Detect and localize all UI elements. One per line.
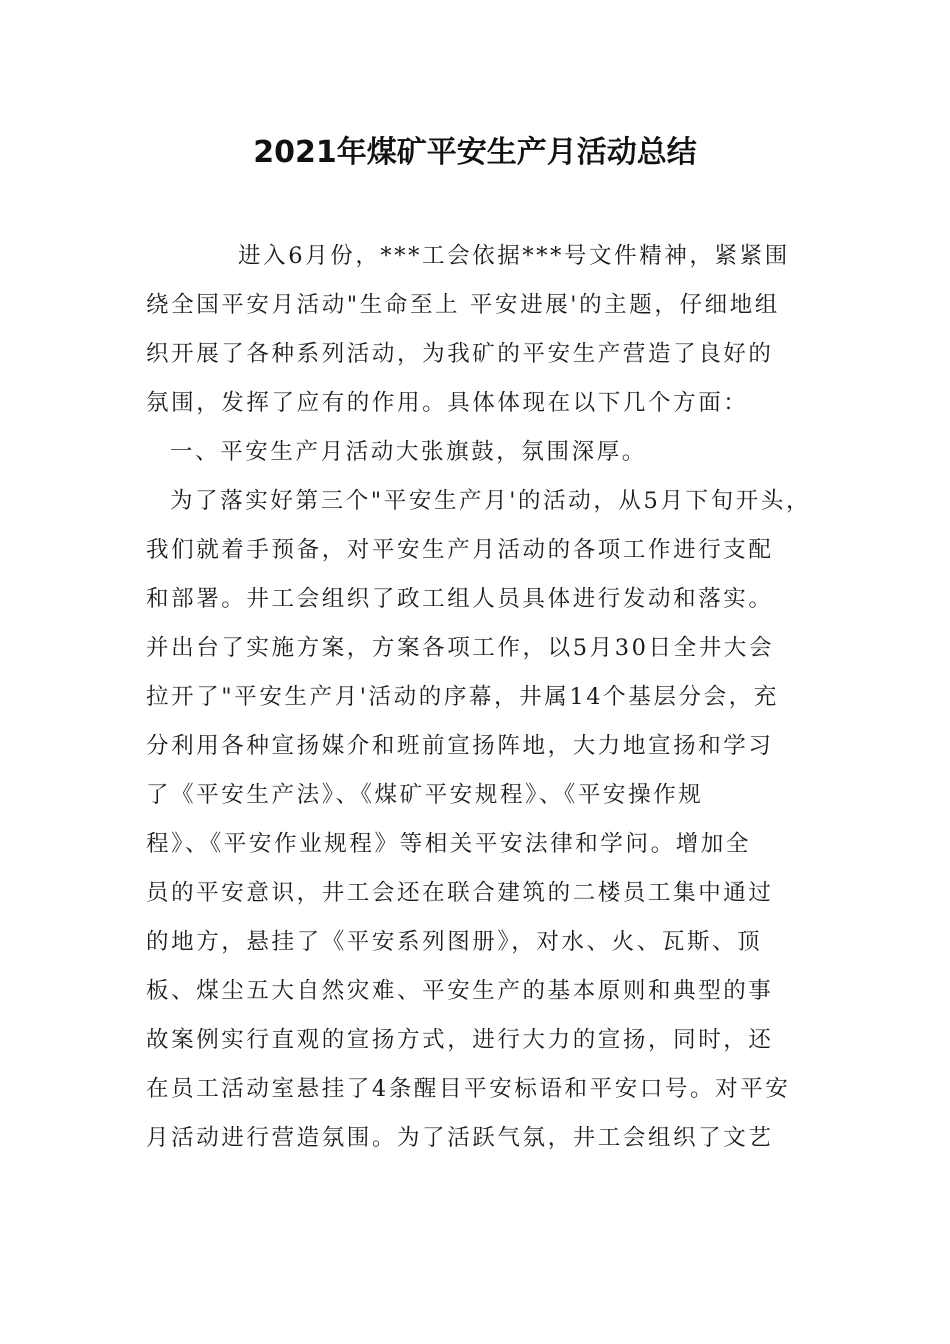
text-line: 分利用各种宣扬媒介和班前宣扬阵地，大力地宣扬和学习 bbox=[146, 733, 774, 759]
text-line: 的地方，悬挂了《平安系列图册》，对水、火、瓦斯、顶 bbox=[146, 929, 763, 955]
text-line: 和部署。井工会组织了政工组人员具体进行发动和落实。 bbox=[146, 586, 774, 612]
text-line: 月活动进行营造氛围。为了活跃气氛，井工会组织了文艺 bbox=[146, 1125, 774, 1151]
text-line: 程》、《平安作业规程》等相关平安法律和学问。增加全 bbox=[146, 831, 752, 857]
text-line: 氛围，发挥了应有的作用。具体体现在以下几个方面： bbox=[146, 390, 749, 416]
document-body bbox=[146, 232, 812, 1163]
text-line: 为了落实好第三个"平安生产月'的活动，从5月下旬开头， bbox=[170, 488, 812, 514]
section-heading: 一、平安生产月活动大张旗鼓，氛围深厚。 bbox=[170, 439, 647, 465]
text-line: 在员工活动室悬挂了4条醒目平安标语和平安口号。对平安 bbox=[146, 1076, 791, 1102]
text-line: 板、煤尘五大自然灾难、平安生产的基本原则和典型的事 bbox=[146, 978, 774, 1004]
text-line: 了《平安生产法》、《煤矿平安规程》、《平安操作规 bbox=[146, 782, 704, 808]
text-line: 织开展了各种系列活动，为我矿的平安生产营造了良好的 bbox=[146, 341, 774, 367]
text-line: 绕全国平安月活动"生命至上 平安进展'的主题，仔细地组 bbox=[146, 292, 780, 318]
text-line: 我们就着手预备，对平安生产月活动的各项工作进行支配 bbox=[146, 537, 774, 563]
text-line: 拉开了"平安生产月'活动的序幕，井属14个基层分会，充 bbox=[146, 684, 779, 710]
text-line: 故案例实行直观的宣扬方式，进行大力的宣扬，同时，还 bbox=[146, 1027, 774, 1053]
text-line: 进入6月份，***工会依据***号文件精神，紧紧围 bbox=[238, 243, 790, 269]
text-line: 并出台了实施方案，方案各项工作，以5月30日全井大会 bbox=[146, 635, 775, 661]
text-line: 员的平安意识，井工会还在联合建筑的二楼员工集中通过 bbox=[146, 880, 774, 906]
document-title: 2021年煤矿平安生产月活动总结 bbox=[253, 135, 697, 170]
